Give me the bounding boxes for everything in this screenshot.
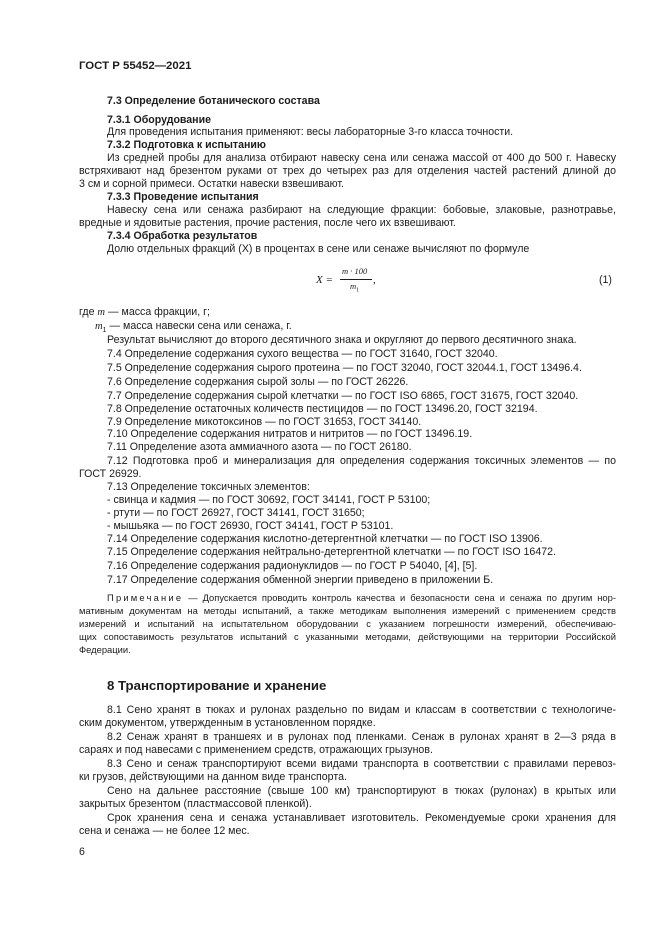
- item-7-7: 7.7 Определение содержания сырой клетчатки — по ГОСТ ISO 6865, ГОСТ 31675, ГОСТ 32040.: [107, 390, 579, 402]
- item-7-13: 7.13 Определение токсичных элементов:: [107, 481, 310, 493]
- section-7-3-4-text: Долю отдельных фракций (X) в процентах в сене или сенаже вычисляют по формуле: [107, 243, 530, 255]
- item-7-6: 7.6 Определение содержания сырой золы — по ГОСТ 26226.: [107, 376, 409, 388]
- section-7-3-2-line: 3 см и сорной примеси. Остатки навески взвешивают.: [79, 178, 344, 190]
- item-7-17: 7.17 Определение содержания обменной энергии приведено в приложении Б.: [107, 574, 494, 586]
- formula-number: (1): [599, 274, 612, 286]
- item-7-16: 7.16 Определение содержания радионуклидов — по ГОСТ Р 54040, [4], [5].: [107, 560, 478, 572]
- note-line: мативным документам на методы испытаний, а также методикам выполнения измерений с применением средств: [79, 605, 616, 616]
- section-8-1-line: 8.1 Сено хранят в тюках и рулонах раздельно по видам и классам в соответствии с технологиче-: [107, 704, 616, 716]
- note-line: щих сопоставимость результатов испытаний с указанными методами, действующими на территории Российской: [79, 631, 616, 642]
- fraction-bar: [340, 279, 372, 280]
- formula-denominator: $m_1$: [350, 281, 360, 294]
- section-7-3-3-title: 7.3.3 Проведение испытания: [107, 191, 259, 203]
- section-8-para-line: Срок хранения сена и сенажа устанавливает изготовитель. Рекомендуемые сроки хранения для: [107, 812, 616, 824]
- list-item: - ртути — по ГОСТ 26927, ГОСТ 34141, ГОСТ 31650;: [107, 507, 365, 519]
- note-line-1: Примечание — Допускается проводить контроль качества и безопасности сена и сенажа по другим нор-: [107, 592, 616, 603]
- section-7-3-2-line: Из средней пробы для анализа отбирают навеску сена или сенажа массой от 400 до 500 г. Навеску: [107, 152, 616, 164]
- section-7-3-1-text: Для проведения испытания применяют: весы лабораторные 3-го класса точности.: [107, 126, 514, 138]
- section-8-1-line: ским документом, утвержденным в установленном порядке.: [79, 717, 376, 729]
- item-7-10: 7.10 Определение содержания нитратов и нитритов — по ГОСТ 13496.19.: [107, 428, 473, 440]
- section-8-2-line: 8.2 Сенаж хранят в траншеях и в рулонах под пленками. Сенаж в рулонах хранят в 2—3 ряда в: [107, 731, 616, 743]
- formula-1: [316, 266, 436, 294]
- section-7-3-3-line: вредные и ядовитые растения, прочие растения, после чего их взвешивают.: [79, 217, 456, 229]
- page-number: 6: [79, 846, 85, 858]
- item-7-14: 7.14 Определение содержания кислотно-детергентной клетчатки — по ГОСТ ISO 13906.: [107, 533, 543, 545]
- section-8-2-line: сараях и под навесами с применением средств, отражающих грызунов.: [79, 744, 433, 756]
- section-7-3-title: 7.3 Определение ботанического состава: [107, 95, 320, 107]
- formula-numerator: m · 100: [342, 266, 368, 276]
- where-line-2: $m_1$ — масса навески сена или сенажа, г.: [95, 320, 292, 335]
- section-8-para-line: закрытых брезентом (пластмассовой пленкой).: [79, 798, 312, 810]
- item-7-12: 7.12 Подготовка проб и минерализация для определения содержания токсичных элементов — по: [107, 455, 616, 467]
- item-7-8: 7.8 Определение остаточных количеств пестицидов — по ГОСТ 13496.20, ГОСТ 32194.: [107, 403, 538, 415]
- document-header: ГОСТ Р 55452—2021: [79, 60, 192, 72]
- section-7-3-2-line: встряхивают над брезентом руками от трех до четырех раз для отделения частей растений длиной до: [79, 165, 616, 177]
- item-7-5: 7.5 Определение содержания сырого протеина — по ГОСТ 32040, ГОСТ 32044.1, ГОСТ 13496.4.: [107, 362, 582, 374]
- item-7-12-cont: ГОСТ 26929.: [79, 468, 142, 480]
- section-7-3-4-title: 7.3.4 Обработка результатов: [107, 230, 258, 242]
- item-7-9: 7.9 Определение микотоксинов — по ГОСТ 31653, ГОСТ 34140.: [107, 416, 422, 428]
- section-7-3-2-title: 7.3.2 Подготовка к испытанию: [107, 139, 266, 151]
- note-line: измерений и испытаний на испытательном оборудовании с указанием погрешности измерений, обеспечиваю-: [79, 618, 616, 629]
- list-item: - мышьяка — по ГОСТ 26930, ГОСТ 34141, ГОСТ Р 53101.: [107, 520, 394, 532]
- where-line-1: где m — масса фракции, г;: [79, 306, 210, 318]
- formula-lhs: X =: [316, 274, 333, 286]
- note-line: Федерации.: [79, 644, 131, 655]
- section-8-title: 8 Транспортирование и хранение: [107, 678, 327, 693]
- item-7-11: 7.11 Определение азота аммиачного азота — по ГОСТ 26180.: [107, 441, 412, 453]
- section-8-para-line: Сено на дальнее расстояние (свыше 100 км) транспортируют в тюках (рулонах) в крытых или: [107, 785, 616, 797]
- section-8-3-line: 8.3 Сено и сенаж транспортируют всеми видами транспорта в соответствии с правилами перевоз-: [107, 758, 616, 770]
- list-item: - свинца и кадмия — по ГОСТ 30692, ГОСТ 34141, ГОСТ Р 53100;: [107, 494, 431, 506]
- result-text: Результат вычисляют до второго десятичного знака и округляют до первого десятичного знака.: [107, 334, 577, 346]
- formula-tail: ,: [373, 274, 376, 286]
- item-7-15: 7.15 Определение содержания нейтрально-детергентной клетчатки — по ГОСТ ISO 16472.: [107, 546, 556, 558]
- section-7-3-3-line: Навеску сена или сенажа разбирают на следующие фракции: бобовые, злаковые, разнотравье,: [107, 204, 616, 216]
- section-8-para-line: сена и сенажа — не более 12 мес.: [79, 825, 250, 837]
- item-7-4: 7.4 Определение содержания сухого вещества — по ГОСТ 31640, ГОСТ 32040.: [107, 348, 498, 360]
- section-8-3-line: ки грузов, действующими на данном виде транспорта.: [79, 771, 347, 783]
- section-7-3-1-title: 7.3.1 Оборудование: [107, 114, 211, 126]
